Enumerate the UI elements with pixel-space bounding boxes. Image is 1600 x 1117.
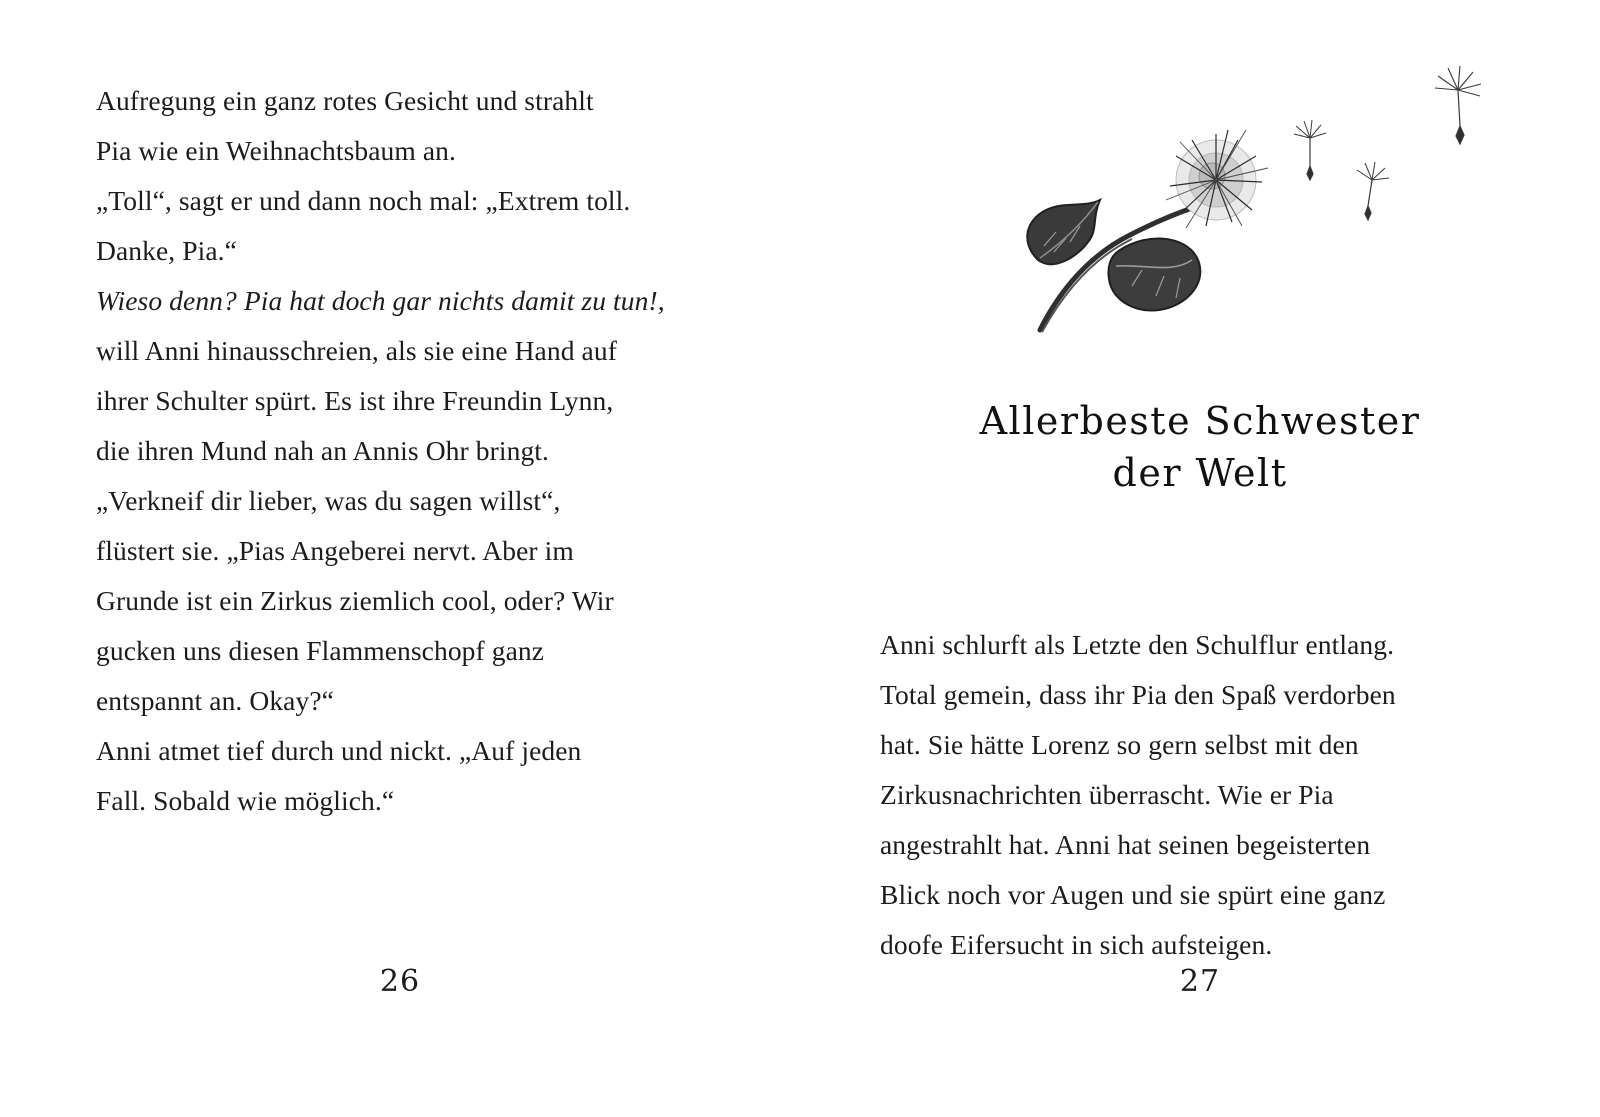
text-line: angestrahlt hat. Anni hat seinen begeisterten — [880, 829, 1371, 860]
text-line: flüstert sie. „Pias Angeberei nervt. Aber im — [96, 535, 574, 566]
text-line: hat. Sie hätte Lorenz so gern selbst mit den — [880, 729, 1359, 760]
text-line: „Verkneif dir lieber, was du sagen willst“, — [96, 485, 561, 516]
chapter-title — [840, 395, 1560, 499]
chapter-title-line: der Welt — [1112, 451, 1288, 495]
text-line: Anni schlurft als Letzte den Schulflur entlang. — [880, 629, 1395, 660]
text-line: Aufregung ein ganz rotes Gesicht und strahlt — [96, 85, 594, 116]
text-line: „Toll“, sagt er und dann noch mal: „Extrem toll. — [96, 185, 631, 216]
text-line: doofe Eifersucht in sich aufsteigen. — [880, 929, 1273, 960]
text-line: Total gemein, dass ihr Pia den Spaß verdorben — [880, 679, 1396, 710]
text-line: Danke, Pia.“ — [96, 235, 237, 266]
text-line: Zirkusnachrichten überrascht. Wie er Pia — [880, 779, 1334, 810]
text-line: ihrer Schulter spürt. Es ist ihre Freundin Lynn, — [96, 385, 614, 416]
right-page-body-text — [880, 620, 1520, 970]
text-line: die ihren Mund nah an Annis Ohr bringt. — [96, 435, 550, 466]
text-line: Blick noch vor Augen und sie spürt eine ganz — [880, 879, 1386, 910]
text-line: Fall. Sobald wie möglich.“ — [96, 785, 395, 816]
page-number-left: 26 — [379, 964, 421, 999]
text-line: will Anni hinausschreien, als sie eine Hand auf — [96, 335, 617, 366]
chapter-title-line: Allerbeste Schwester — [979, 399, 1421, 443]
page-number-right: 27 — [1179, 964, 1221, 999]
text-line: Anni atmet tief durch und nickt. „Auf jeden — [96, 735, 582, 766]
left-page-body-text — [96, 76, 716, 826]
dandelion-seedhead-illustration — [980, 60, 1500, 360]
text-line: Grunde ist ein Zirkus ziemlich cool, oder? Wir — [96, 585, 614, 616]
text-line: entspannt an. Okay?“ — [96, 685, 334, 716]
right-page — [800, 0, 1600, 1117]
text-line-italic: Wieso denn? Pia hat doch gar nichts damit zu tun!, — [96, 285, 665, 316]
text-line: Pia wie ein Weihnachtsbaum an. — [96, 135, 456, 166]
text-line: gucken uns diesen Flammenschopf ganz — [96, 635, 545, 666]
